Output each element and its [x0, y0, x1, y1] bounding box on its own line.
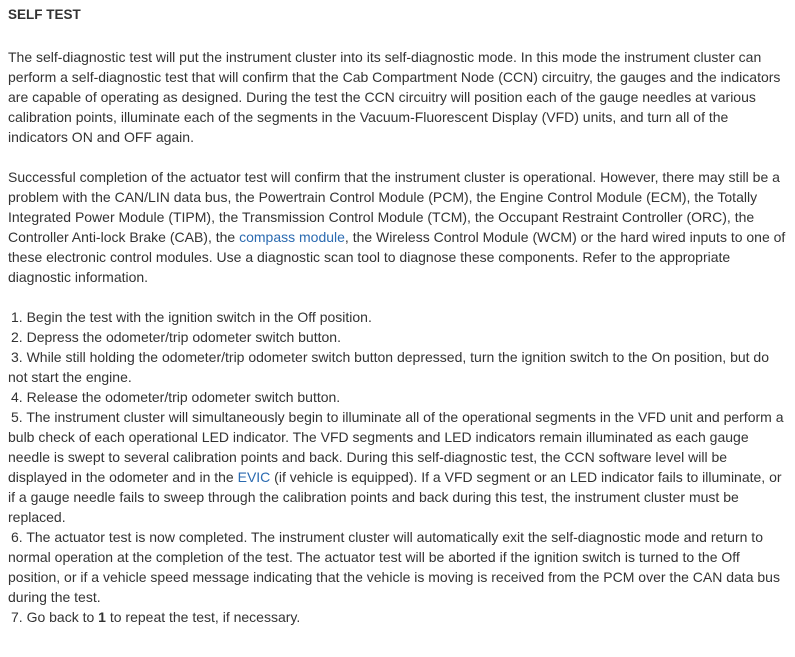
step-4: [8, 387, 787, 407]
scope-paragraph-text-1: Successful completion of the actuator test will confirm that the instrument cluster is operational. However, there may still be a problem with the CAN/LIN data bus, the Powertrain Control Module (PCM), the Engine Control Module (ECM), the Totally Integrated Power Module (TIPM), the Transmission Control Module (TCM), the Occupant Restraint Controller (ORC), the Controller Anti-lock Brake (CAB), the: [8, 169, 780, 245]
step-number: 4.: [11, 389, 23, 405]
scope-paragraph: [8, 167, 787, 287]
step-text-2: (if vehicle is equipped). If a VFD segment or an LED indicator fails to illuminate, or if a gauge needle fails to sweep through the calibration points and back during this test, the instrument cluster must be replaced.: [8, 469, 782, 525]
step-number: 7.: [11, 609, 23, 625]
step-number: 1.: [11, 309, 23, 325]
step-number: 3.: [11, 349, 23, 365]
step-text: Depress the odometer/trip odometer switch button.: [26, 329, 341, 345]
step-7: [8, 607, 787, 627]
step-text-1: Go back to: [26, 609, 99, 625]
step-number: 5.: [11, 409, 23, 425]
step-text: Release the odometer/trip odometer switch button.: [26, 389, 341, 405]
step-2: [8, 327, 787, 347]
section-title: SELF TEST: [8, 7, 81, 22]
evic-link[interactable]: EVIC: [237, 469, 271, 485]
step-1: [8, 307, 787, 327]
step-number: 6.: [11, 529, 23, 545]
step-text-1: The instrument cluster will simultaneously begin to illuminate all of the operational segments in the VFD unit and perform a bulb check of each operational LED indicator. The VFD segments and LED indicators remain illuminated as each gauge needle is swept to several calibration points and back. During this self-diagnostic test, the CCN software level will be displayed in the odometer and in the: [8, 409, 784, 485]
step-reference: 1: [98, 609, 106, 625]
step-text: The actuator test is now completed. The instrument cluster will automatically exit the self-diagnostic mode and return to normal operation at the completion of the test. The actuator test will be aborted if the ignition switch is turned to the Off position, or if a vehicle speed message indicating that the vehicle is moving is received from the PCM over the CAN data bus during the test.: [8, 529, 780, 605]
scope-paragraph-text-2: , the Wireless Control Module (WCM) or the hard wired inputs to one of these electronic control modules. Use a diagnostic scan tool to diagnose these components. Refer to the appropriate diagnostic information.: [8, 229, 786, 285]
step-3: [8, 347, 787, 387]
step-6: [8, 527, 787, 607]
compass-module-link[interactable]: compass module: [239, 229, 345, 245]
step-number: 2.: [11, 329, 23, 345]
procedure-steps: [8, 307, 787, 627]
step-text: Begin the test with the ignition switch in the Off position.: [26, 309, 372, 325]
intro-paragraph: The self-diagnostic test will put the instrument cluster into its self-diagnostic mode. In this mode the instrument cluster can perform a self-diagnostic test that will confirm that the Cab Compartment Node (CCN) circuitry, the gauges and the indicators are capable of operating as designed. During the test the CCN circuitry will position each of the gauge needles at various calibration points, illuminate each of the segments in the Vacuum-Fluorescent Display (VFD) units, and turn all of the indicators ON and OFF again.: [8, 49, 781, 145]
step-text: While still holding the odometer/trip odometer switch button depressed, turn the ignition switch to the On position, but do not start the engine.: [8, 349, 769, 385]
step-text-2: to repeat the test, if necessary.: [105, 609, 301, 625]
step-5: [8, 407, 787, 527]
